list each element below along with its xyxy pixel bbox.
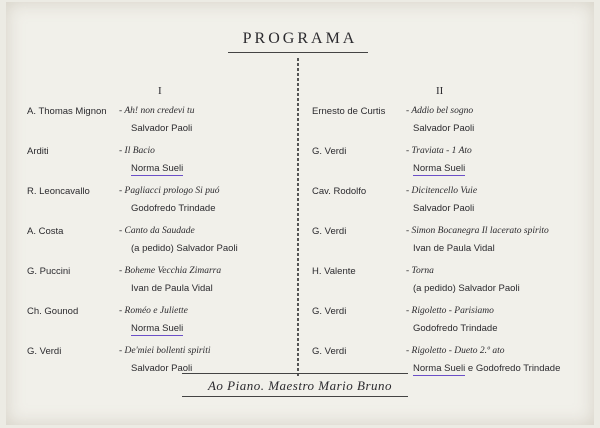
performer-line: [413, 240, 495, 257]
footer-rule-top: [182, 373, 408, 374]
performer-name: Salvador Paoli: [413, 123, 475, 134]
piece-title: - Addio bel sogno: [406, 106, 474, 116]
piece-title: - Dicitencello Vuie: [406, 186, 478, 196]
part-one-label: I: [158, 85, 162, 97]
composer-name: H. Valente: [312, 266, 356, 277]
piece-title: - Canto da Saudade: [119, 226, 195, 236]
piece-title: - Il Bacio: [119, 146, 155, 156]
footer-pianist: Ao Piano. Maestro Mario Bruno: [207, 378, 393, 393]
performer-name: Salvador Paoli: [458, 283, 520, 294]
piece-title: - Traviata - 1 Ato: [406, 146, 472, 156]
performer-line: [413, 160, 465, 177]
footer-rule-bottom: [182, 396, 408, 397]
performer-line: [131, 320, 183, 337]
performer-line: [131, 240, 238, 257]
performer-name: Salvador Paoli: [413, 203, 475, 214]
request-note: (a pedido): [131, 243, 174, 254]
performer-line: [131, 160, 183, 177]
part-two-label: II: [436, 85, 444, 97]
performer-name: Ivan de Paula Vidal: [413, 243, 495, 254]
composer-name: G. Verdi: [312, 146, 347, 157]
performer-name: Norma Sueli: [413, 163, 466, 174]
performer-name: Norma Sueli: [131, 323, 184, 334]
composer-name: A. Costa: [27, 226, 64, 237]
piece-title: - Ah! non credevi tu: [119, 106, 195, 116]
performer-line: [131, 280, 213, 297]
performer-name: Godofredo Trindade: [131, 203, 216, 214]
performer-line: [131, 120, 192, 137]
composer-name: Arditi: [27, 146, 49, 157]
performer-line: [413, 320, 498, 337]
piece-title: - Pagliacci prologo Si puó: [119, 186, 220, 196]
performer-name: Salvador Paoli: [131, 363, 193, 374]
composer-name: R. Leoncavallo: [27, 186, 90, 197]
composer-name: G. Verdi: [312, 306, 347, 317]
performer-line: [413, 360, 560, 377]
column-divider: [297, 58, 299, 376]
piece-title: - Torna: [406, 266, 434, 276]
performer-line: [413, 200, 474, 217]
performer-name-extra: e Godofredo Trindade: [467, 363, 561, 374]
program-title: PROGRAMA: [242, 30, 358, 47]
performer-name: Ivan de Paula Vidal: [131, 283, 213, 294]
request-note: (a pedido): [413, 283, 456, 294]
title-underline: [228, 52, 368, 53]
composer-name: Cav. Rodolfo: [312, 186, 367, 197]
performer-name: Norma Sueli: [131, 163, 184, 174]
composer-name: Ch. Gounod: [27, 306, 79, 317]
piece-title: - Simon Bocanegra Il lacerato spirito: [406, 226, 549, 236]
performer-line: [413, 280, 520, 297]
piece-title: - Boheme Vecchia Zimarra: [119, 266, 222, 276]
piece-title: - Rigoletto - Parisiamo: [406, 306, 494, 316]
composer-name: G. Verdi: [27, 346, 62, 357]
composer-name: G. Verdi: [312, 226, 347, 237]
performer-name: Norma Sueli: [413, 363, 466, 374]
performer-line: [413, 120, 474, 137]
performer-name: Salvador Paoli: [131, 123, 193, 134]
composer-name: G. Puccini: [27, 266, 71, 277]
piece-title: - De'miei bollenti spiriti: [119, 346, 211, 356]
performer-line: [131, 200, 216, 217]
piece-title: - Rigoletto - Dueto 2.º ato: [406, 346, 505, 356]
composer-name: G. Verdi: [312, 346, 347, 357]
piece-title: - Roméo e Juliette: [119, 306, 188, 316]
composer-name: Ernesto de Curtis: [312, 106, 386, 117]
performer-name: Salvador Paoli: [176, 243, 238, 254]
performer-line: [131, 360, 192, 377]
composer-name: A. Thomas Mignon: [27, 106, 107, 117]
performer-name: Godofredo Trindade: [413, 323, 498, 334]
